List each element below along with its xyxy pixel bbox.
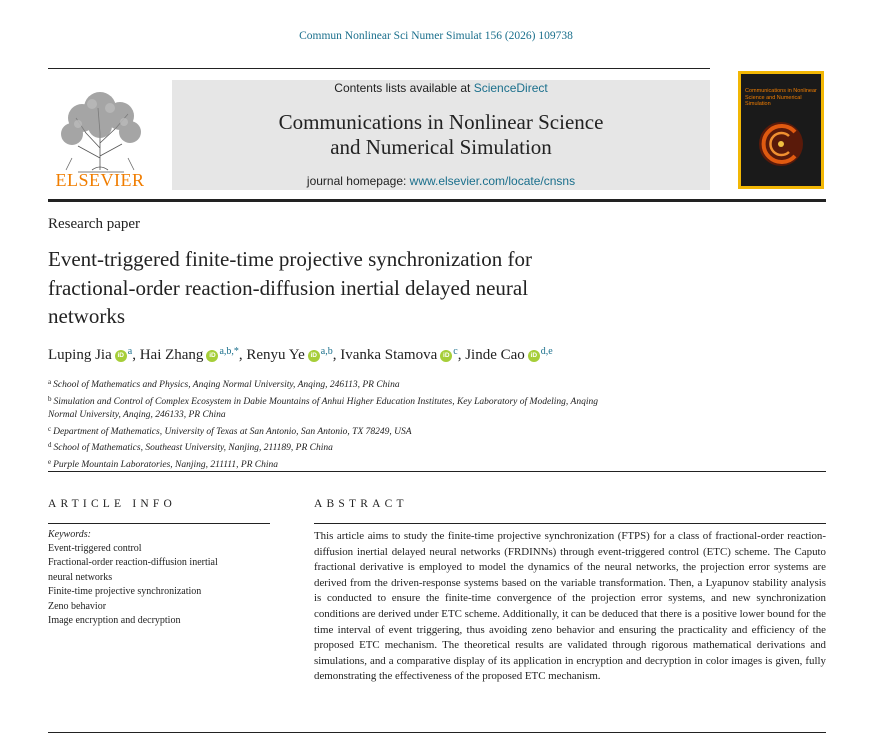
journal-citation-link[interactable]: Commun Nonlinear Sci Numer Simulat 156 (2026) 109738 (299, 30, 573, 42)
paper-title (48, 245, 668, 331)
author-name[interactable]: Ivanka Stamova (340, 347, 438, 363)
orcid-icon[interactable]: iD (440, 350, 452, 362)
paper-title-line-1: Event-triggered finite-time projective synchronization for (48, 247, 532, 271)
header-rule (48, 68, 710, 69)
article-info-heading: ARTICLE INFO (48, 498, 176, 510)
abstract-rule (314, 523, 826, 524)
author-affiliation-ref[interactable]: a (127, 346, 133, 357)
elsevier-wordmark[interactable]: ELSEVIER (55, 170, 145, 190)
keyword-item: Event-triggered control (48, 543, 142, 554)
author-list: Luping Jia iD $^a$, Hai Zhang iD $^{a,b,*}$, Renyu Ye iD $^{a,b}$, Ivanka Stamova iD $^c$, Jinde Cao iD $^{d,e}$ (48, 346, 553, 363)
keyword-item: Finite-time projective synchronization (48, 586, 202, 598)
cover-title: Communications in Nonlinear Science and Numerical Simulation (745, 88, 817, 107)
affiliation-text: Normal University, Anqing, 246133, PR China (48, 410, 226, 421)
affiliation-key: c (48, 424, 52, 433)
author-affiliation-ref[interactable]: c (453, 346, 458, 357)
affiliation-key: e (48, 457, 52, 466)
orcid-icon[interactable]: iD (115, 350, 127, 362)
affiliation-key: a (48, 378, 52, 386)
orcid-icon[interactable]: iD (528, 350, 540, 362)
section-rule (48, 471, 826, 472)
affiliation-list (48, 376, 828, 473)
affiliation-item (48, 376, 828, 393)
journal-homepage-link[interactable]: www.elsevier.com/locate/cnsns (409, 174, 576, 188)
paper-type: Research paper (48, 216, 141, 232)
author-name[interactable]: Hai Zhang (139, 347, 204, 363)
header-thick-rule (48, 199, 826, 202)
affiliation-item (48, 409, 828, 423)
author-affiliation-ref[interactable]: a,b,* (219, 346, 239, 357)
affiliation-item (48, 393, 828, 410)
orcid-icon[interactable]: iD (206, 350, 218, 362)
journal-title[interactable] (172, 110, 710, 160)
article-info-rule (48, 523, 270, 524)
affiliation-text: School of Mathematics and Physics, Anqing Normal University, Anqing, 246113, PR China (53, 380, 400, 390)
author-name[interactable]: Luping Jia (48, 347, 112, 363)
author-affiliation-ref[interactable]: a,b (320, 346, 333, 357)
keyword-item: Fractional-order reaction-diffusion inertial (48, 557, 218, 569)
affiliation-item (48, 439, 828, 456)
abstract-heading: ABSTRACT (314, 498, 408, 510)
author-name[interactable]: Jinde Cao (465, 347, 525, 363)
abstract-text: This article aims to study the finite-time projective synchronization (FTPS) for a class of fractional-order reaction-diffusion inertial delayed neural networks (FRDINNs) through event-triggered control (ETC) scheme. The Caputo fractional derivative is employed to model the dynamics of the neural networks, the projection error systems are derived from the driven-response systems based on the variable transformation. Then, a Lyapunov stability analysis is conducted to ensure the finite-time convergence of the projection error systems, and new synchronization conditions are derived under ETC scheme. Additionally, it can be deduced that there is a positive lower bound for the time interval of event triggering, thus avoiding zeno behavior and ensuring the practicality and efficiency of the proposed ETC mechanism. The theoretical results are validated through rigorous mathematical derivations and simulations, and a comparative display of its application in encryption and decryption in color images is given, fully demonstrating the effectiveness of the proposed ETC mechanism. (314, 530, 826, 683)
keywords-list (48, 542, 270, 628)
journal-homepage-line (172, 174, 710, 188)
journal-title-line-1: Communications in Nonlinear Science (278, 110, 604, 134)
journal-title-line-2: and Numerical Simulation (330, 135, 552, 159)
journal-cover-thumbnail[interactable] (738, 71, 824, 189)
affiliation-text: Department of Mathematics, University of Texas at San Antonio, San Antonio, TX 78249, USA (53, 426, 412, 437)
paper-title-line-3: networks (48, 304, 125, 328)
paper-title-line-2: fractional-order reaction-diffusion inertial delayed neural (48, 275, 529, 300)
affiliation-text: School of Mathematics, Southeast University, Nanjing, 211189, PR China (53, 443, 333, 454)
homepage-prefix: journal homepage: (306, 174, 410, 188)
keywords-label: Keywords: (48, 529, 91, 540)
affiliation-item (48, 423, 828, 440)
keyword-item: Image encryption and decryption (48, 615, 181, 627)
orcid-icon[interactable]: iD (308, 350, 320, 362)
cover-art-icon (755, 118, 807, 170)
contents-prefix: Contents lists available at (334, 81, 474, 95)
affiliation-key: b (48, 394, 52, 403)
affiliation-text: Purple Mountain Laboratories, Nanjing, 211111, PR China (53, 459, 279, 470)
footer-rule (48, 732, 826, 733)
affiliation-key: d (48, 441, 52, 450)
author-name[interactable]: Renyu Ye (246, 347, 305, 363)
keyword-item: neural networks (48, 571, 113, 583)
sciencedirect-link[interactable]: ScienceDirect (473, 81, 548, 95)
affiliation-text: Simulation and Control of Complex Ecosystem in Dabie Mountains of Anhui Higher Education Institutes, Key Laboratory of Modeling, Anqing (53, 396, 598, 407)
author-affiliation-ref[interactable]: d,e (540, 346, 553, 357)
keyword-item: Zeno behavior (48, 600, 107, 612)
contents-available-line (172, 81, 710, 95)
